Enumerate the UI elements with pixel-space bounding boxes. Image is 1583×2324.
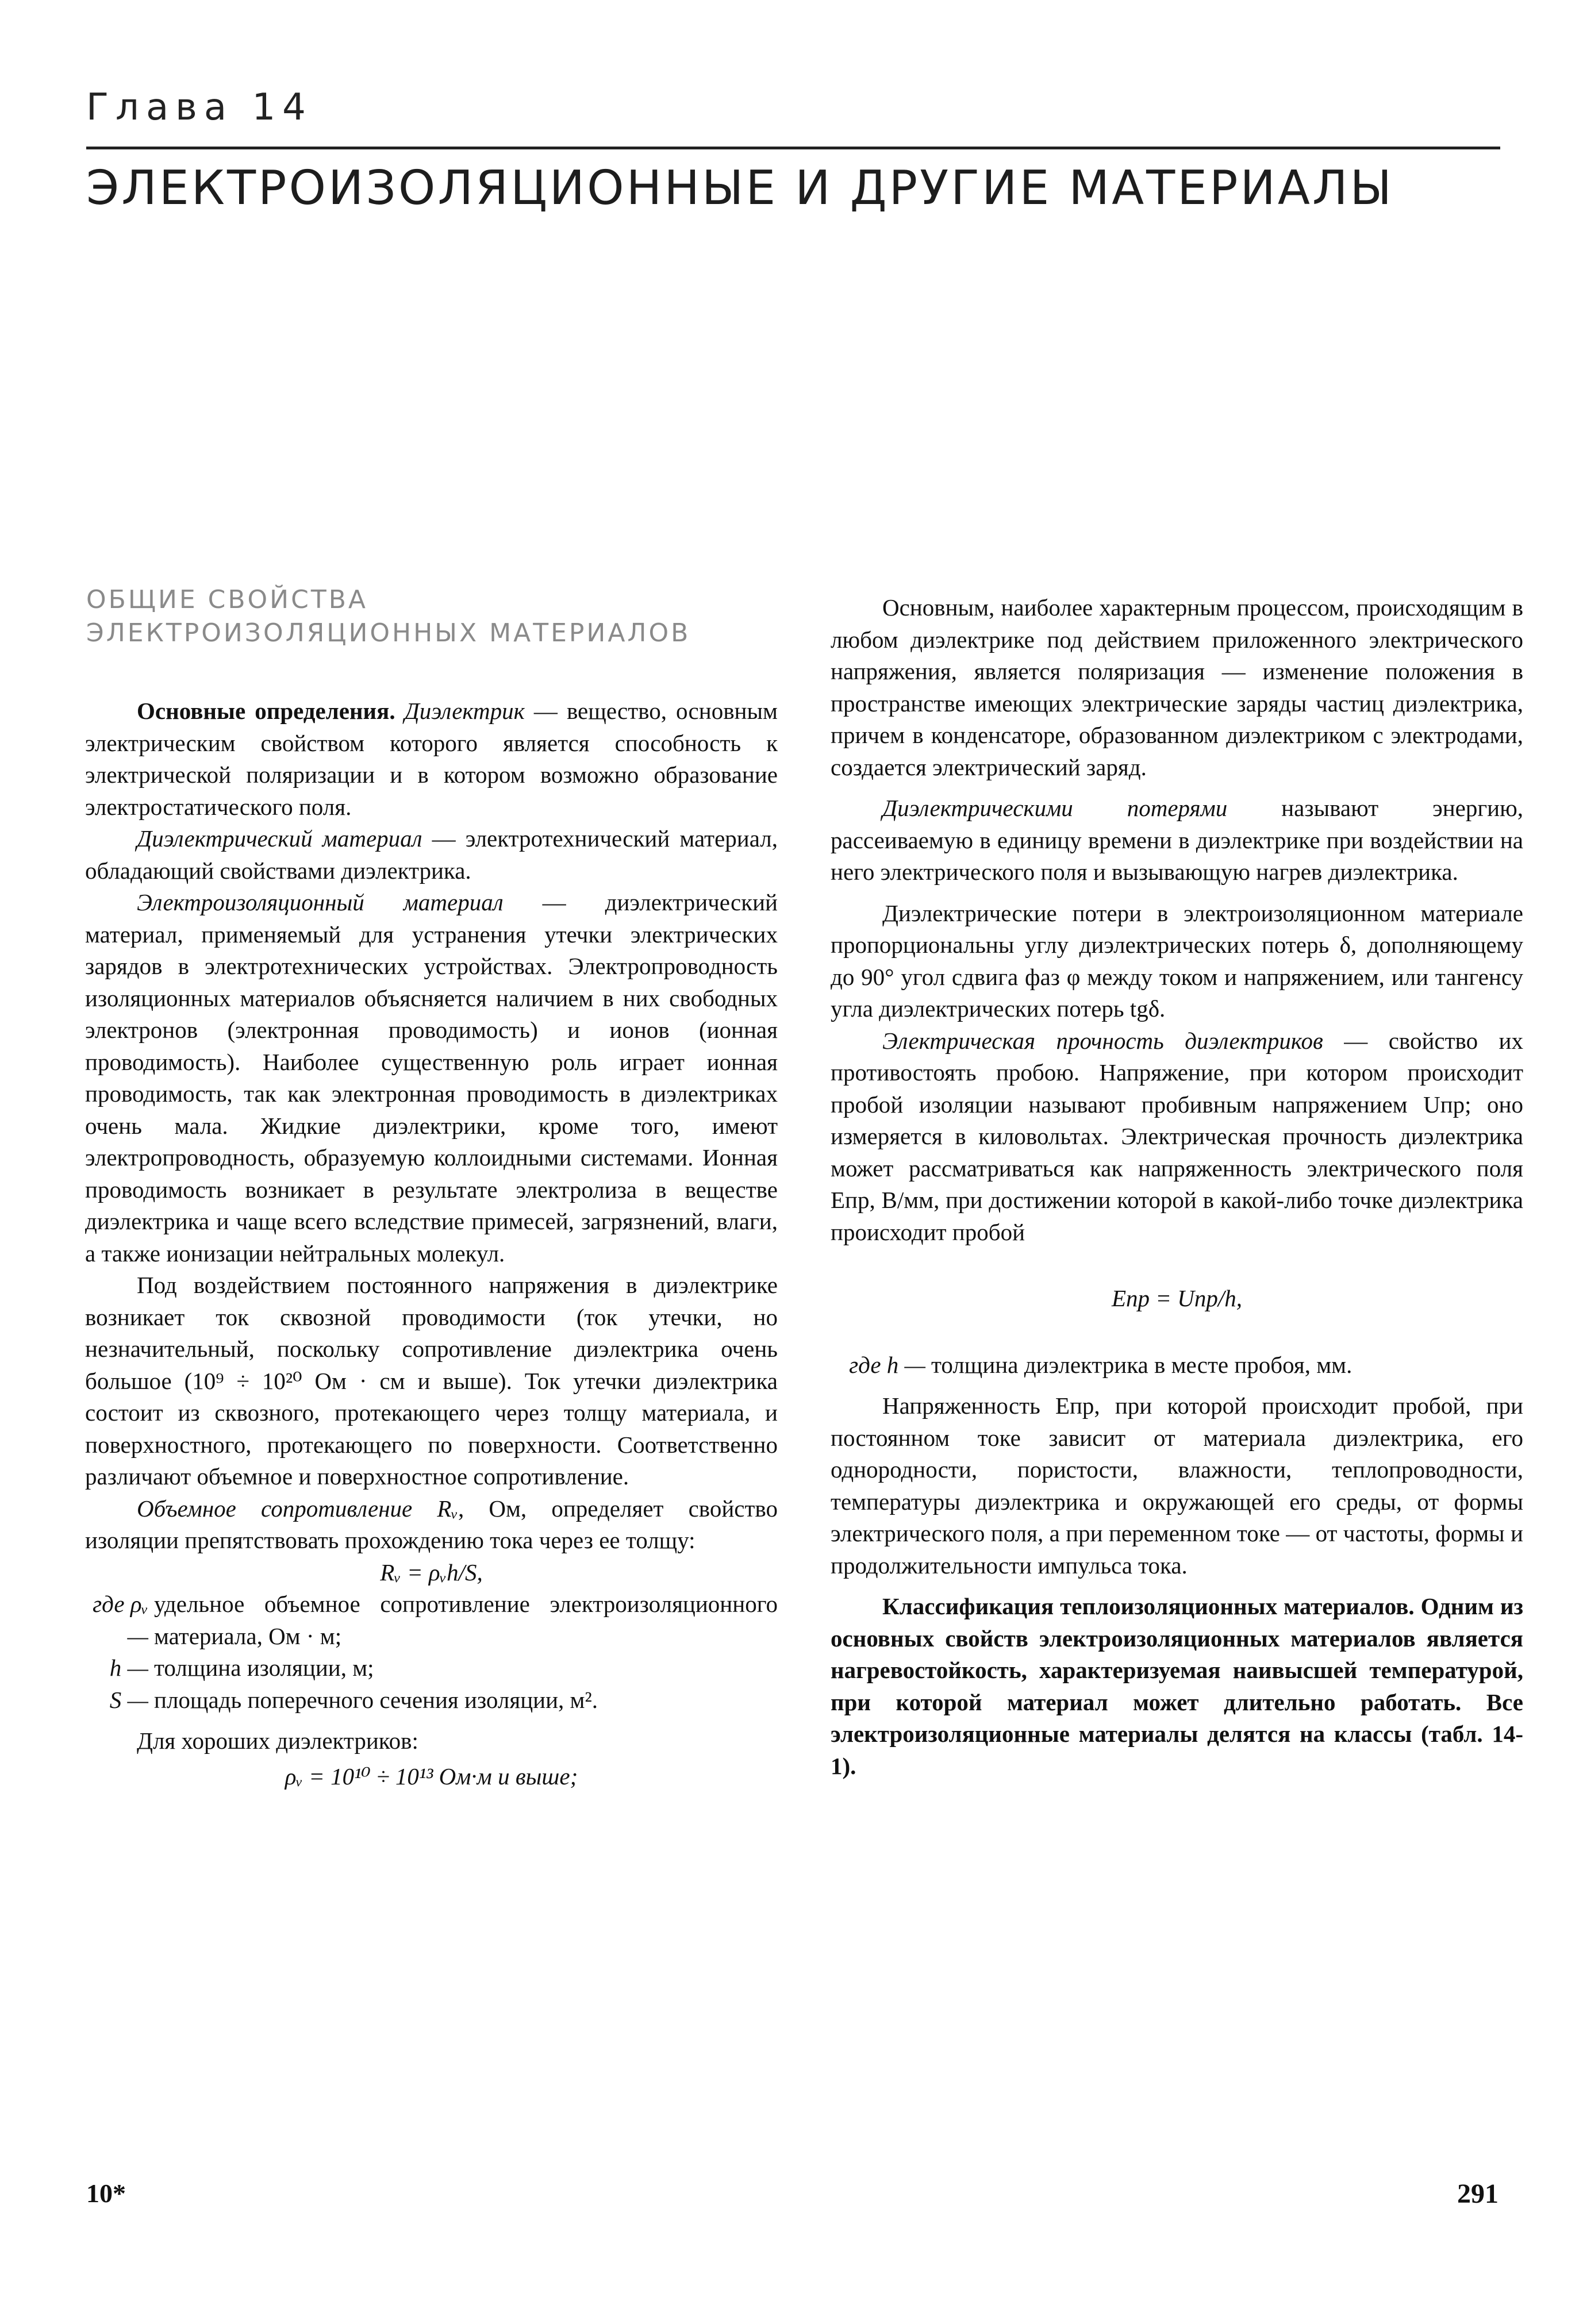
legend-description: толщина диэлектрика в месте пробоя, мм. xyxy=(931,1351,1353,1378)
text: — свойство их противостоять пробою. Напряжение, при котором происходит пробой изоляции называют пробивным напряжением Uпр; оно измеряется в киловольтах. Электрическая прочность диэлектрика может рассматриваться как напряженность электрического поля Eпр, В/мм, при достижении которой в какой-либо точке диэлектрика происходит пробой xyxy=(831,1027,1523,1245)
term-dielectric-strength: Электрическая прочность диэлектриков xyxy=(882,1027,1323,1054)
right-column xyxy=(831,592,1523,1782)
legend-description: толщина изоляции, м; xyxy=(154,1654,374,1681)
formula-epr: Eпр = Uпр/h, xyxy=(1112,1285,1242,1311)
term-volume-resistance: Объемное сопротивление xyxy=(137,1495,413,1522)
left-column xyxy=(85,695,778,1792)
paragraph-insulating-material xyxy=(85,887,778,1269)
term-dielectric-material: Диэлектрический материал xyxy=(137,825,422,852)
term-dielectric: Диэлектрик xyxy=(404,698,525,724)
paragraph-loss-angle: Диэлектрические потери в электроизоляционном материале пропорциональны углу диэлектрических потерь δ, дополняющему до 90° угол сдвига фаз φ между током и напряжением, или тангенсу угла диэлектрических потерь tgδ. xyxy=(831,899,1523,1022)
term-dielectric-losses: Диэлектрическими потерями xyxy=(882,795,1228,821)
formula-legend xyxy=(831,1349,1523,1382)
header-rule xyxy=(86,147,1500,149)
paragraph-breakdown-strength: Напряженность Eпр, при которой происходит пробой, при постоянном токе зависит от материала диэлектрика, его однородности, пористости, влажности, теплопроводности, температуры диэлектрика и окружающей его среды, от формы электрического поля, а при переменном токе — от частоты, формы и продолжительности импульса тока. xyxy=(831,1392,1523,1579)
text: — вещество, основным электрическим свойством которого является способность к электрической поляризации и в котором возможно образование электростатического поля. xyxy=(85,698,778,820)
legend-symbol: S — xyxy=(109,1686,148,1713)
legend-description: площадь поперечного сечения изоляции, м². xyxy=(154,1686,598,1713)
paragraph-good-dielectrics: Для хороших диэлектриков: xyxy=(137,1727,418,1754)
paragraph-dielectric-losses xyxy=(831,792,1523,888)
page-number: 291 xyxy=(1457,2179,1499,2209)
formula-legend xyxy=(85,1588,778,1716)
paragraph-definitions xyxy=(85,695,778,823)
legend-description: удельное объемное сопротивление электроизоляционного материала, Ом · м; xyxy=(154,1591,778,1649)
text: , Ом, определяет свойство изоляции препятствовать прохождению тока через ее толщу: xyxy=(85,1495,778,1553)
subheading-definitions: Основные определения. xyxy=(137,698,395,724)
paragraph-volume-resistance xyxy=(85,1493,778,1557)
legend-symbol: где h — xyxy=(849,1351,925,1378)
text: Одним из основных свойств электроизоляционных материалов является нагревостойкость, характеризуемая наивысшей температурой, при которой материал может длительно работать. Все электроизоляционные материалы делятся на классы (табл. 14-1). xyxy=(831,1593,1523,1779)
chapter-label: Глава 14 xyxy=(86,86,313,129)
section-title xyxy=(86,583,799,650)
paragraph-dielectric-strength xyxy=(831,1025,1523,1249)
footer-signature-mark: 10* xyxy=(86,2179,126,2208)
section-title-line1: ОБЩИЕ СВОЙСТВА xyxy=(86,585,368,614)
legend-symbol: h — xyxy=(109,1654,148,1681)
paragraph-classification xyxy=(831,1591,1523,1782)
formula-rv: Rᵥ = ρᵥh/S, xyxy=(380,1559,483,1586)
legend-symbol: где ρᵥ — xyxy=(93,1591,148,1649)
section-title-line2: ЭЛЕКТРОИЗОЛЯЦИОННЫХ МАТЕРИАЛОВ xyxy=(86,618,691,648)
paragraph-polarization: Основным, наиболее характерным процессом, происходящим в любом диэлектрике под действием приложенного электрического напряжения, является поляризация — изменение положения в пространстве имеющих электрические заряды частиц диэлектрика, причем в конденсаторе, образованном диэлектриком с электродами, создается электрический заряд. xyxy=(831,594,1523,780)
term-insulating-material: Электроизоляционный материал xyxy=(137,889,504,915)
symbol-rv: Rᵥ xyxy=(412,1495,458,1522)
formula-rho: ρᵥ = 10¹⁰ ÷ 10¹³ Ом·м и выше; xyxy=(285,1763,578,1790)
paragraph-dielectric-material xyxy=(85,823,778,887)
subheading-classification: Классификация теплоизоляционных материалов. xyxy=(882,1593,1415,1619)
chapter-title: ЭЛЕКТРОИЗОЛЯЦИОННЫЕ И ДРУГИЕ МАТЕРИАЛЫ xyxy=(86,161,1394,216)
text: — электротехнический материал, обладающий свойствами диэлектрика. xyxy=(85,825,778,884)
text: называют энергию, рассеиваемую в единицу времени в диэлектрике при воздействии на него электрического поля и вызывающую нагрев диэлектрика. xyxy=(831,795,1524,885)
text: — диэлектрический материал, применяемый для устранения утечки электрических зарядов в электротехнических устройствах. Электропроводность изоляционных материалов объясняется наличием в них свободных электронов (электронная проводимость) и ионов (ионная проводимость). Наиболее существенную роль играет ионная проводимость, так как электронная проводимость в диэлектриках очень мала. Жидкие диэлектрики, кроме того, имеют электропроводность, образуемую коллоидными системами. Ионная проводимость возникает в результате электролиза в веществе диэлектрика и чаще всего вследствие примесей, загрязнений, влаги, а также ионизации нейтральных молекул. xyxy=(85,889,778,1267)
paragraph-leakage-current: Под воздействием постоянного напряжения в диэлектрике возникает ток сквозной проводимости (ток утечки, но незначительный, поскольку сопротивление диэлектрика очень большое (10⁹ ÷ 10²⁰ Ом · см и выше). Ток утечки диэлектрика состоит из сквозного, протекающего через толщу материала, и поверхностного, протекающего по поверхности. Соответственно различают объемное и поверхностное сопротивление. xyxy=(85,1272,778,1490)
